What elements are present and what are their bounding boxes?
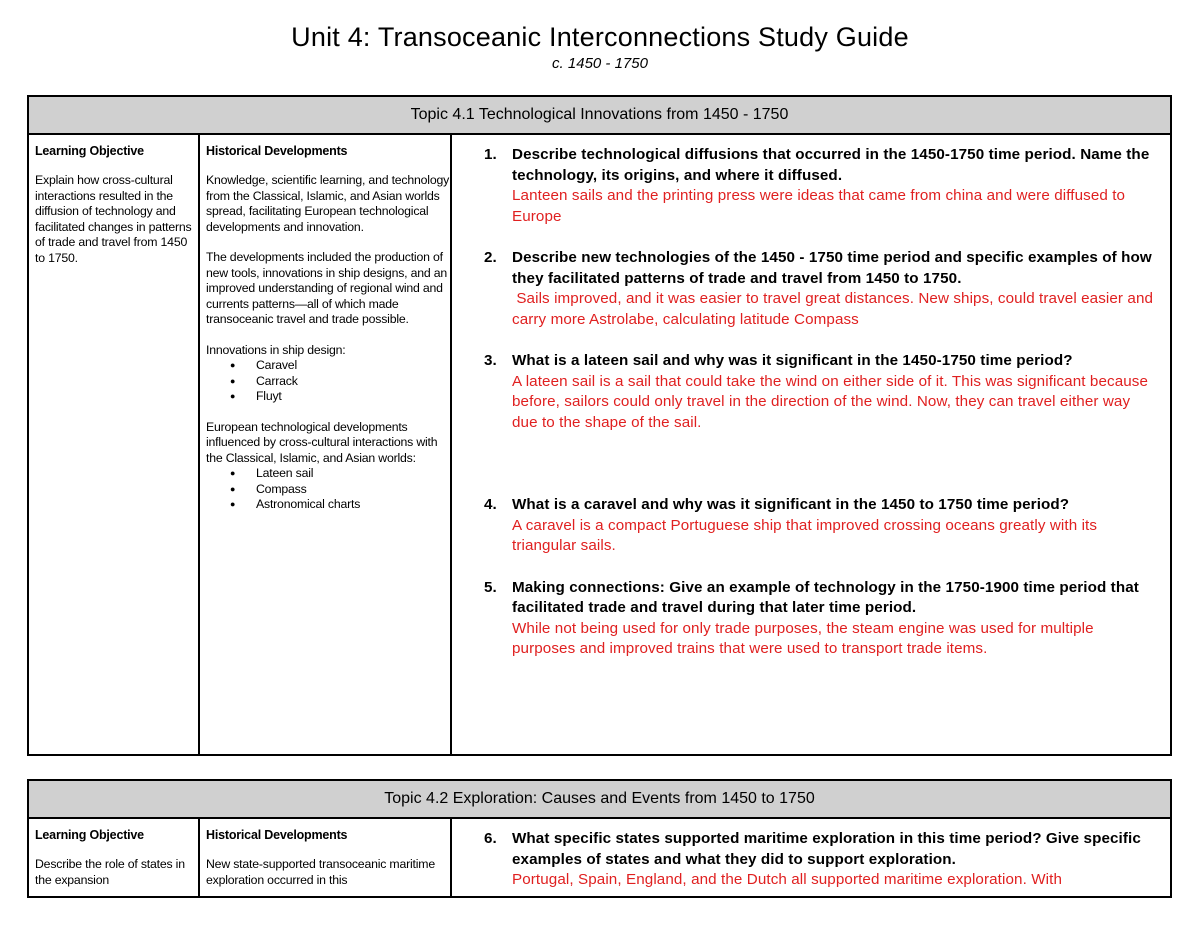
question-item [484,829,1160,891]
questions-column [452,819,1170,898]
question-item [484,248,1160,330]
list-item: ● Caravel [256,358,450,374]
question-text: Describe new technologies of the 1450 - 1750 time period and specific examples of how they facilitated patterns of trade and travel from 1450 to 1750. [512,249,1152,287]
question-text: What specific states supported maritime exploration in this time period? Give specific examples of states and what they did to support exploration. [512,830,1141,868]
hd-paragraph: Knowledge, scientific learning, and technology from the Classical, Islamic, and Asian worlds spread, facilitating European technological developments and innovation. [206,173,450,234]
answer-text: A lateen sail is a sail that could take the wind on either side of it. This was significant because before, sailors could only travel in the direction of the wind. Now, they can travel either way due to the shape of the sail. [512,372,1149,431]
questions-column [452,135,1170,756]
answer-text: A caravel is a compact Portuguese ship that improved crossing oceans greatly with its triangular sails. [512,516,1098,554]
learning-objective-column [29,135,200,756]
hd-paragraph: The developments included the production of new tools, innovations in ship designs, and an improved understanding of regional wind and currents patterns—all of which made transoceanic travel and trade possible. [206,250,448,326]
ship-design-list [206,358,450,405]
topic-4-1-heading: Topic 4.1 Technological Innovations from 1450 - 1750 [29,97,1170,135]
learning-objective-label: Learning Objective [35,828,144,842]
answer-text: While not being used for only trade purposes, the steam engine was used for multiple purposes and improved trains that were used to transport trade items. [512,619,1094,657]
list-item: ● Fluyt [256,389,450,405]
list-item: ● Astronomical charts [256,497,450,513]
hd-paragraph: Innovations in ship design: [206,342,346,357]
historical-developments-label: Historical Developments [206,828,348,842]
question-item [484,351,1160,433]
list-item: ● Carrack [256,374,450,390]
answer-text: Lanteen sails and the printing press were ideas that came from china and were diffused to Europe [512,187,1126,225]
question-item [484,145,1160,227]
answer-text: Sails improved, and it was easier to travel great distances. New ships, could travel easier and carry more Astrolabe, calculating latitude Compass [512,290,1158,328]
question-number: 2. [484,249,497,266]
question-item [484,578,1160,660]
learning-objective-column [29,819,200,898]
historical-developments-column [200,135,452,756]
hd-paragraph: European technological developments influenced by cross-cultural interactions with the Classical, Islamic, and Asian worlds: [206,419,438,465]
answer-text: Portugal, Spain, England, and the Dutch all supported maritime exploration. With [512,871,1062,888]
question-number: 6. [484,830,497,847]
list-item: ● Compass [256,482,450,498]
question-number: 3. [484,352,497,369]
hd-paragraph: New state-supported transoceanic maritime exploration occurred in this [206,857,435,887]
question-text: Making connections: Give an example of technology in the 1750-1900 time period that facilitated trade and travel during that later time period. [512,578,1139,616]
question-number: 5. [484,578,497,596]
list-item: ● Lateen sail [256,466,450,482]
page-subtitle: c. 1450 - 1750 [552,55,648,72]
historical-developments-label: Historical Developments [206,144,348,158]
topic-4-2-section [27,779,1172,898]
page-title: Unit 4: Transoceanic Interconnections Study Guide [291,22,909,52]
topic-4-2-heading: Topic 4.2 Exploration: Causes and Events from 1450 to 1750 [29,781,1170,819]
tech-developments-list [206,466,450,513]
historical-developments-column [200,819,452,898]
question-text: What is a caravel and why was it significant in the 1450 to 1750 time period? [512,496,1070,513]
learning-objective-text: Explain how cross-cultural interactions resulted in the diffusion of technology and facilitated changes in patterns of trade and travel from 1450 to 1750. [35,173,192,265]
topic-4-1-section [27,95,1172,756]
question-item [484,495,1160,557]
question-text: Describe technological diffusions that occurred in the 1450-1750 time period. Name the technology, its origins, and where it diffused. [512,146,1150,184]
learning-objective-text: Describe the role of states in the expansion [35,857,185,887]
question-number: 4. [484,496,497,513]
question-text: What is a lateen sail and why was it significant in the 1450-1750 time period? [512,352,1073,369]
question-number: 1. [484,146,497,163]
learning-objective-label: Learning Objective [35,144,144,158]
